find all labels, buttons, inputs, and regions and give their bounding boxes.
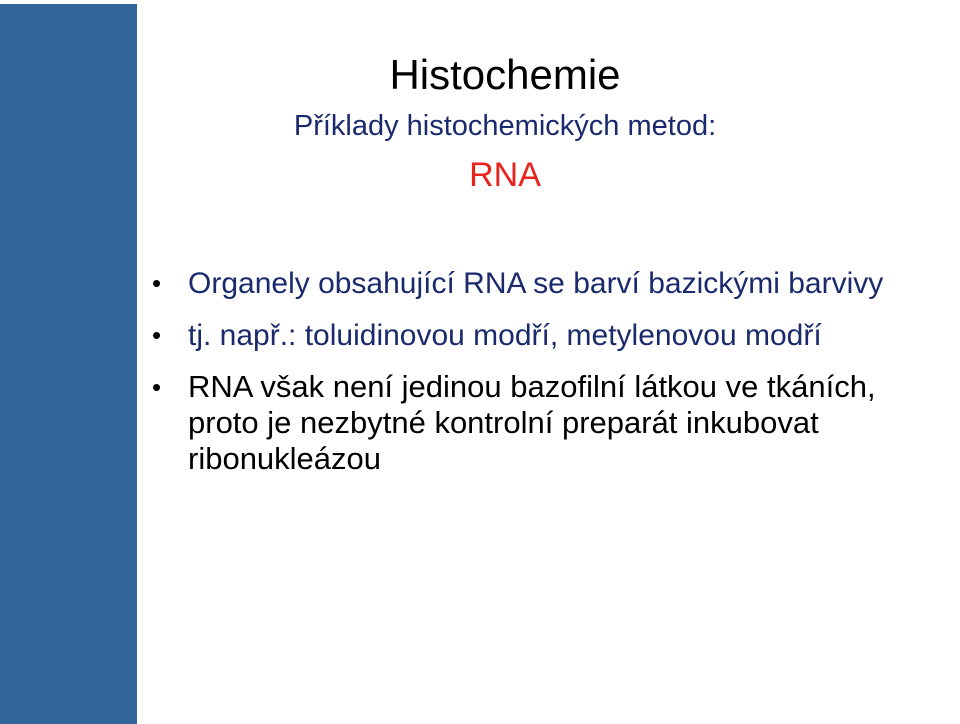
bullet-text: Organely obsahující RNA se barví bazickými barvivy xyxy=(188,267,884,300)
slide-topic: RNA xyxy=(469,156,541,194)
bullet-icon: • xyxy=(152,372,162,402)
bullet-text: tj. např.: toluidinovou modří, metylenovou modří xyxy=(188,319,822,352)
bullet-item xyxy=(152,369,912,477)
slide-title: Histochemie xyxy=(389,51,621,98)
bullet-icon: • xyxy=(152,320,162,350)
bullet-text: RNA však není jedinou bazofilní látkou ve tkáních, proto je nezbytné kontrolní preparát inkubovat ribonukleázou xyxy=(188,369,876,476)
side-color-bar xyxy=(0,4,137,724)
slide-subtitle: Příklady histochemických metod: xyxy=(293,110,717,142)
bullet-list xyxy=(152,265,912,477)
bullet-item xyxy=(152,265,912,302)
bullet-item xyxy=(152,317,912,354)
bullet-icon: • xyxy=(152,268,162,298)
